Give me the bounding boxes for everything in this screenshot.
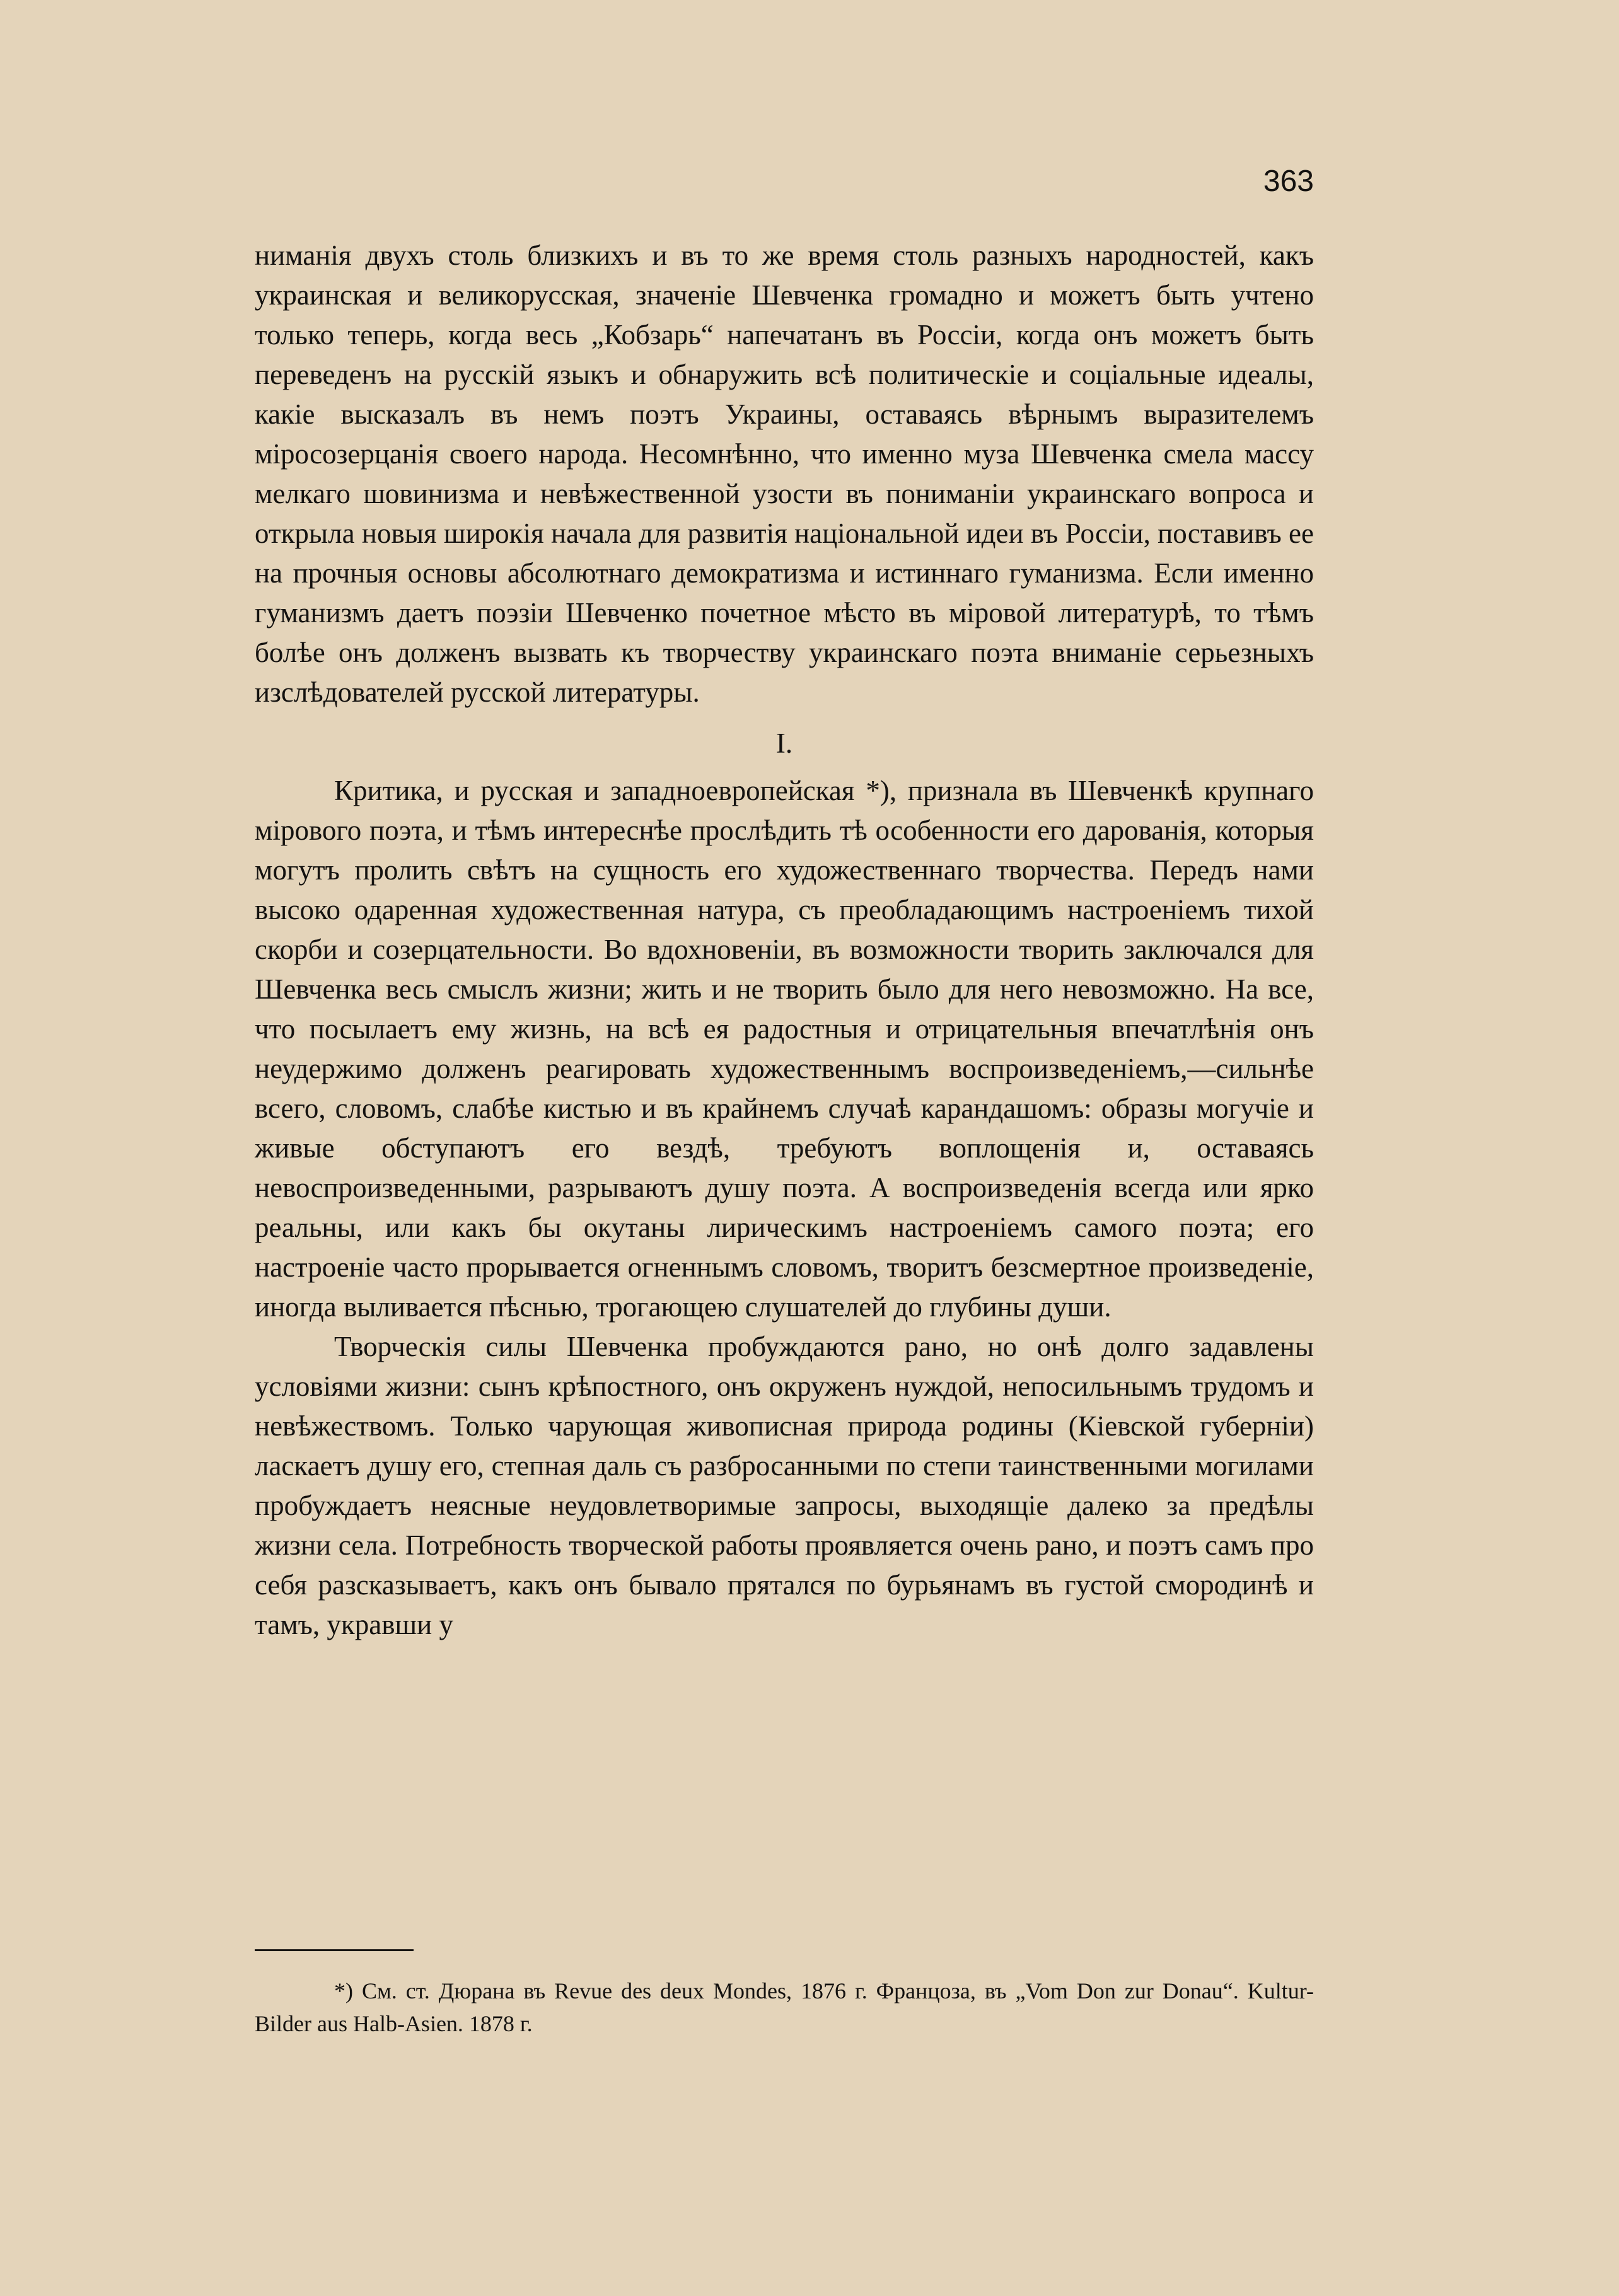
page-number: 363 [1263, 165, 1314, 198]
section-heading: I. [775, 728, 793, 759]
footnote: *) См. ст. Дюрана въ Revue des deux Mondes, 1876 г. Францоза, въ „Vom Don zur Donau“. Kultur-Bilder aus Halb-Asien. 1878 г. [255, 1978, 1314, 2036]
paragraph-critique: Критика, и русская и западноевропейская *), признала въ Шевченкѣ крупнаго мірового поэта, и тѣмъ интереснѣе прослѣдить тѣ особенности его дарованія, которыя могутъ пролить свѣтъ на сущность его художественнаго творчества. Передъ нами высоко одаренная художественная натура, съ преобладающимъ настроеніемъ тихой скорби и созерцательности. Во вдохновеніи, въ возможности творить заключался для Шевченка весь смыслъ жизни; жить и не творить было для него невозможно. На все, что посылаетъ ему жизнь, на всѣ ея радостныя и отрицательныя впечатлѣнія онъ неудержимо долженъ реагировать художественнымъ воспроизведеніемъ,—сильнѣе всего, словомъ, слабѣе кистью и въ крайнемъ случаѣ карандашомъ: образы могучіе и живые обступаютъ его вездѣ, требуютъ воплощенія и, оставаясь невоспроизведенными, разрываютъ душу поэта. А воспроизведенія всегда или ярко реальны, или какъ бы окутаны лирическимъ настроеніемъ самого поэта; его настроеніе часто прорывается огненнымъ словомъ, творитъ безсмертное произведеніе, иногда выливается пѣснью, трогающею слушателей до глубины души. [255, 775, 1314, 1323]
footnote-divider [255, 1949, 414, 1951]
body-text [255, 236, 1314, 1645]
paragraph-continuation: ниманія двухъ столь близкихъ и въ то же время столь разныхъ народностей, какъ украинская и великорусская, значеніе Шевченка громадно и можетъ быть учтено только теперь, когда весь „Кобзарь“ напечатанъ въ Россіи, когда онъ можетъ быть переведенъ на русскій языкъ и обнаружить всѣ политическіе и соціальные идеалы, какіе высказалъ въ немъ поэтъ Украины, оставаясь вѣрнымъ выразителемъ міросозерцанія своего народа. Несомнѣнно, что именно муза Шевченка смела массу мелкаго шовинизма и невѣжественной узости въ пониманіи украинскаго вопроса и открыла новыя широкія начала для развитія національной идеи въ Россіи, поставивъ ее на прочныя основы абсолютнаго демократизма и истиннаго гуманизма. Если именно гуманизмъ даетъ поэзіи Шевченко почетное мѣсто въ міровой литературѣ, то тѣмъ болѣе онъ долженъ вызвать къ творчеству украинскаго поэта вниманіе серьезныхъ изслѣдователей русской литературы. [255, 240, 1314, 708]
paragraph-youth: Творческія силы Шевченка пробуждаются рано, но онѣ долго задавлены условіями жизни: сынъ крѣпостного, онъ окруженъ нуждой, непосильнымъ трудомъ и невѣжествомъ. Только чарующая живописная природа родины (Кіевской губерніи) ласкаетъ душу его, степная даль съ разбросанными по степи таинственными могилами пробуждаетъ неясные неудовлетворимые запросы, выходящіе далеко за предѣлы жизни села. Потребность творческой работы проявляется очень рано, и поэтъ самъ про себя разсказываетъ, какъ онъ бывало прятался по бурьянамъ въ густой смородинѣ и тамъ, укравши у [255, 1331, 1314, 1640]
book-page [255, 0, 1314, 2296]
